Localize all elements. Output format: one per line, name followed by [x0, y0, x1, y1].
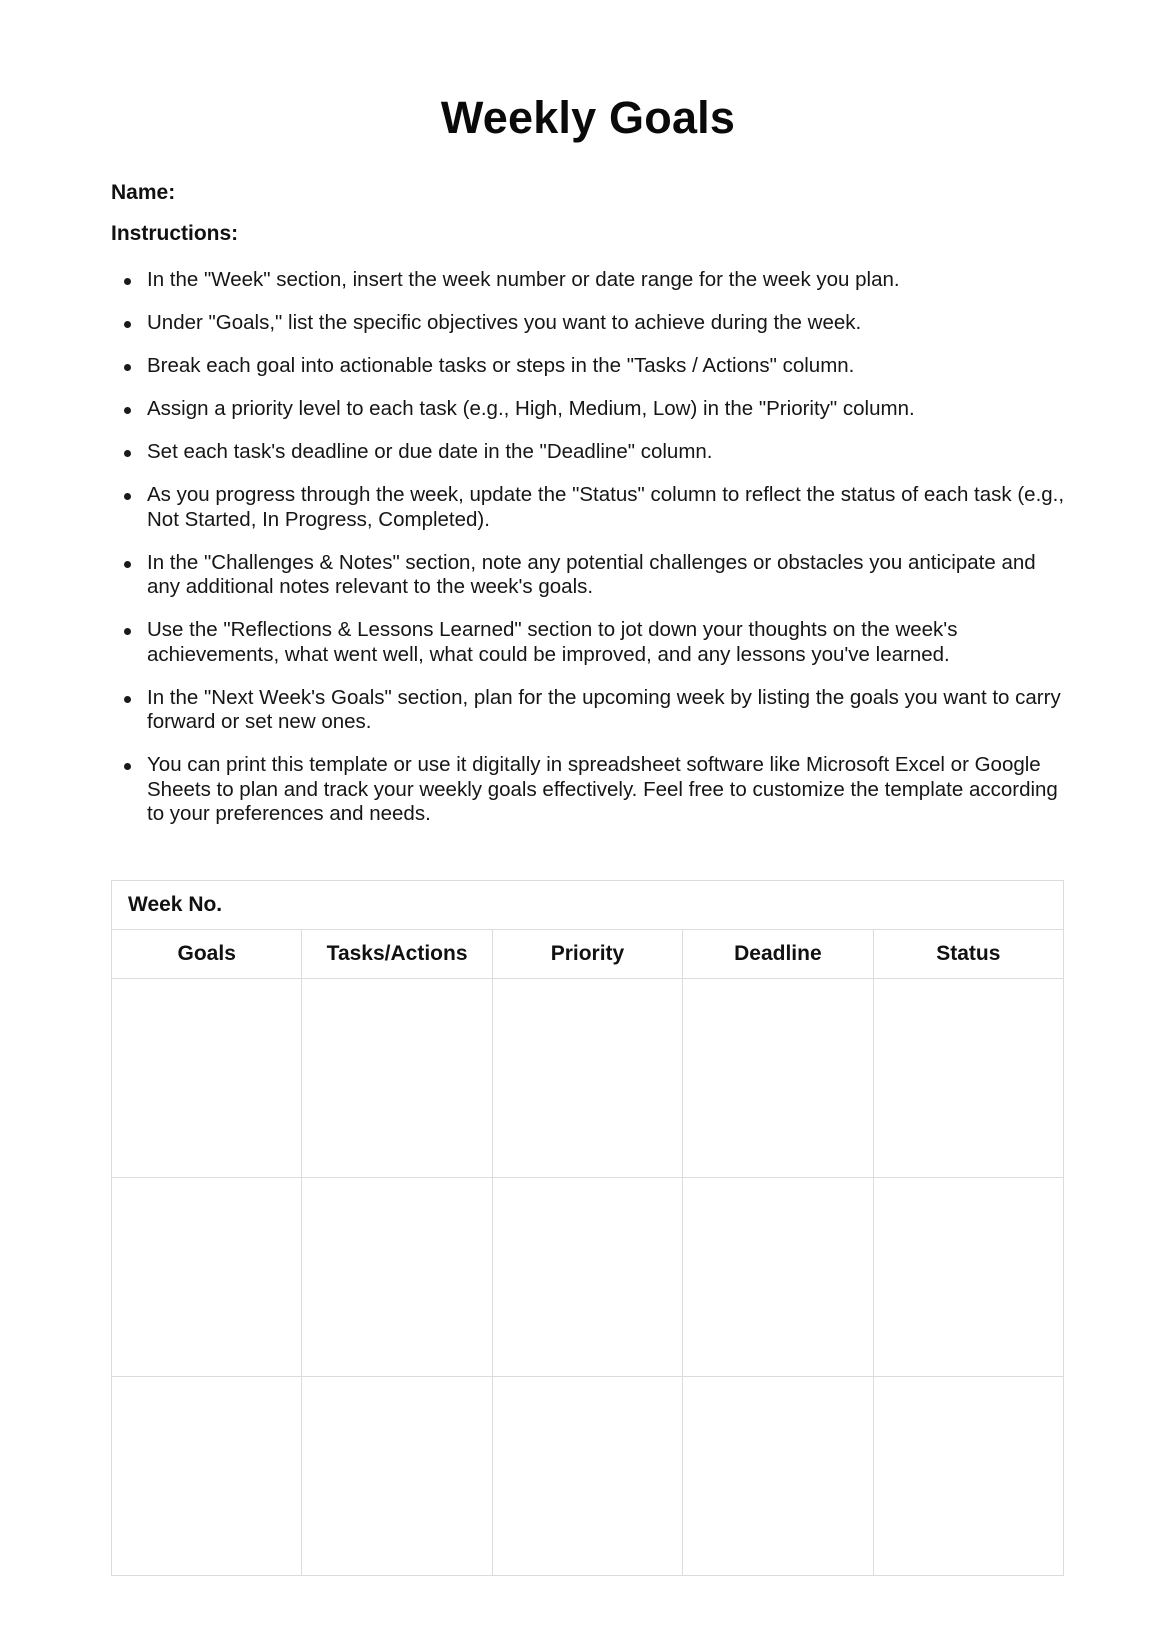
instruction-item	[111, 618, 1071, 667]
instruction-item	[111, 551, 1071, 600]
status-cell[interactable]	[873, 1377, 1063, 1576]
bullet-icon	[124, 364, 131, 371]
bullet-icon	[124, 561, 131, 568]
table-row	[112, 1377, 1064, 1576]
column-header-tasks-actions: Tasks/Actions	[302, 930, 492, 979]
deadline-cell[interactable]	[683, 1178, 873, 1377]
page-title: Weekly Goals	[440, 92, 736, 143]
instructions-heading: Instructions:	[111, 222, 239, 245]
priority-cell[interactable]	[492, 1178, 682, 1377]
goals-cell[interactable]	[112, 979, 302, 1178]
bullet-icon	[124, 763, 131, 770]
instruction-text: Break each goal into actionable tasks or steps in the "Tasks / Actions" column.	[147, 354, 855, 377]
column-header-deadline: Deadline	[683, 930, 873, 979]
deadline-cell[interactable]	[683, 1377, 873, 1576]
instruction-item	[111, 686, 1071, 735]
name-field-label: Name:	[111, 181, 176, 204]
instruction-item	[111, 440, 1071, 465]
instructions-list	[111, 268, 1071, 845]
instruction-item	[111, 354, 1071, 379]
instruction-text: In the "Next Week's Goals" section, plan for the upcoming week by listing the goals you want to carry forward or set new ones.	[147, 685, 1061, 733]
instruction-text: In the "Challenges & Notes" section, note any potential challenges or obstacles you anticipate and any additional notes relevant to the week's goals.	[147, 550, 1036, 598]
tasks-actions-cell[interactable]	[302, 979, 492, 1178]
column-header-status: Status	[873, 930, 1063, 979]
column-header-goals: Goals	[112, 930, 302, 979]
tasks-actions-cell[interactable]	[302, 1178, 492, 1377]
table-header-row	[112, 930, 1064, 979]
instruction-text: In the "Week" section, insert the week number or date range for the week you plan.	[147, 268, 900, 291]
deadline-cell[interactable]	[683, 979, 873, 1178]
instruction-item	[111, 311, 1071, 336]
tasks-actions-cell[interactable]	[302, 1377, 492, 1576]
instruction-item	[111, 397, 1071, 422]
bullet-icon	[124, 450, 131, 457]
bullet-icon	[124, 696, 131, 703]
week-number-field[interactable]: Week No.	[112, 881, 1064, 930]
priority-cell[interactable]	[492, 979, 682, 1178]
instruction-text: Set each task's deadline or due date in the "Deadline" column.	[147, 440, 713, 463]
table-row	[112, 979, 1064, 1178]
weekly-goals-table	[111, 880, 1064, 1576]
goals-cell[interactable]	[112, 1377, 302, 1576]
week-number-row	[112, 881, 1064, 930]
bullet-icon	[124, 407, 131, 414]
bullet-icon	[124, 628, 131, 635]
column-header-priority: Priority	[492, 930, 682, 979]
bullet-icon	[124, 278, 131, 285]
status-cell[interactable]	[873, 1178, 1063, 1377]
status-cell[interactable]	[873, 979, 1063, 1178]
instruction-item	[111, 483, 1071, 532]
instruction-text: Under "Goals," list the specific objectives you want to achieve during the week.	[147, 311, 862, 334]
table-row	[112, 1178, 1064, 1377]
priority-cell[interactable]	[492, 1377, 682, 1576]
goals-cell[interactable]	[112, 1178, 302, 1377]
instruction-text: You can print this template or use it digitally in spreadsheet software like Microsoft Excel or Google Sheets to plan and track your weekly goals effectively. Feel free to customize the template according to your preferences and needs.	[147, 753, 1058, 825]
bullet-icon	[124, 493, 131, 500]
bullet-icon	[124, 321, 131, 328]
instruction-text: Use the "Reflections & Lessons Learned" section to jot down your thoughts on the week's achievements, what went well, what could be improved, and any lessons you've learned.	[147, 618, 958, 666]
instruction-item	[111, 753, 1071, 827]
instruction-item	[111, 268, 1071, 293]
instruction-text: As you progress through the week, update the "Status" column to reflect the status of each task (e.g., Not Started, In Progress, Completed).	[147, 483, 1065, 531]
instruction-text: Assign a priority level to each task (e.g., High, Medium, Low) in the "Priority" column.	[147, 397, 915, 420]
